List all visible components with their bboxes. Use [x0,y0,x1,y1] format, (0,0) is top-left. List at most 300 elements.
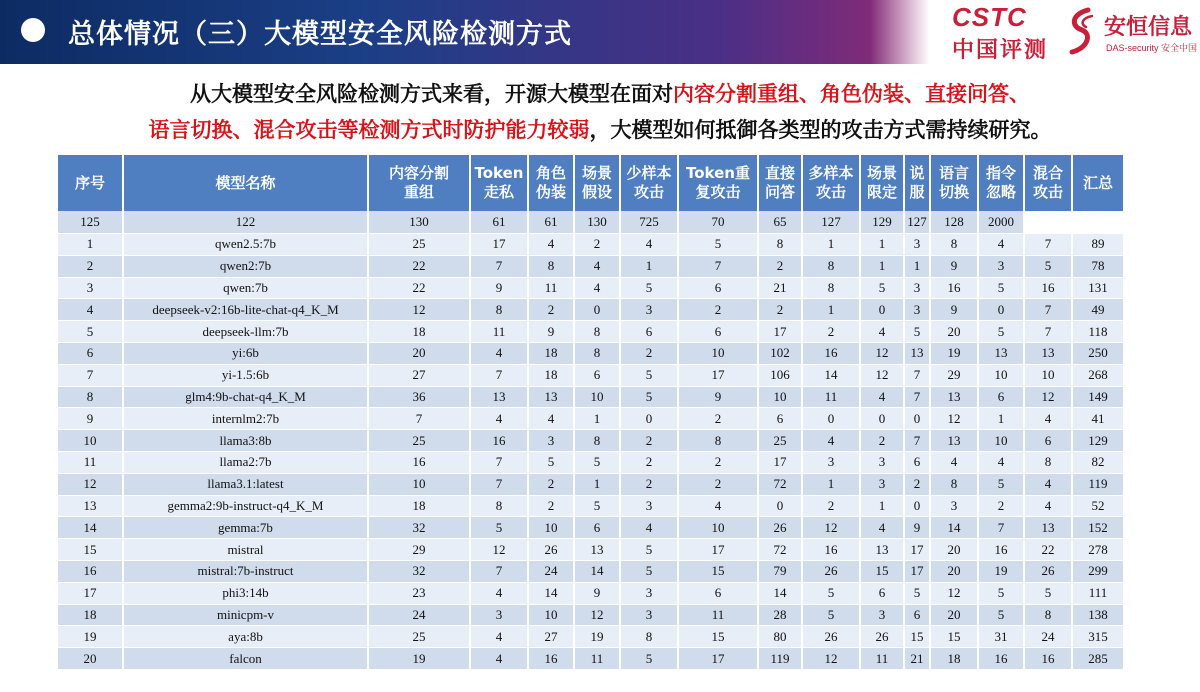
value-cell: 10 [978,430,1024,452]
value-cell: 5 [904,582,930,604]
total-cell: 65 [758,211,802,234]
model-name-cell: gemma:7b [123,517,368,539]
model-name-cell: aya:8b [123,626,368,648]
value-cell: 25 [368,234,470,256]
value-cell: 5 [860,277,904,299]
model-name-cell: llama3:8b [123,430,368,452]
value-cell: 6 [620,321,678,343]
value-cell: 4 [1024,408,1072,430]
value-cell: 315 [1072,626,1124,648]
table-row [58,517,1124,539]
value-cell: 16 [978,648,1024,670]
value-cell: 14 [930,517,978,539]
model-name-cell: phi3:14b [123,582,368,604]
row-index-cell: 10 [58,430,123,452]
value-cell: 16 [802,539,860,561]
value-cell: 24 [528,560,574,582]
table-header-row [58,155,1124,211]
value-cell: 27 [368,364,470,386]
row-index-cell: 15 [58,539,123,561]
value-cell: 72 [758,473,802,495]
model-name-cell: llama2:7b [123,451,368,473]
value-cell: 20 [930,321,978,343]
value-cell: 3 [904,234,930,256]
value-cell: 3 [620,582,678,604]
value-cell: 17 [758,321,802,343]
value-cell: 2 [758,255,802,277]
table-row [58,255,1124,277]
value-cell: 102 [758,342,802,364]
value-cell: 2 [678,299,758,321]
value-cell: 12 [1024,386,1072,408]
value-cell: 7 [470,364,528,386]
value-cell: 8 [930,473,978,495]
column-header: 指令 忽略 [978,155,1024,211]
value-cell: 4 [930,451,978,473]
value-cell: 8 [1024,451,1072,473]
value-cell: 6 [678,321,758,343]
value-cell: 4 [470,582,528,604]
value-cell: 4 [1024,495,1072,517]
value-cell: 0 [802,408,860,430]
value-cell: 9 [904,517,930,539]
value-cell: 3 [620,299,678,321]
row-index-cell: 4 [58,299,123,321]
row-index-cell: 16 [58,560,123,582]
value-cell: 0 [574,299,620,321]
value-cell: 5 [904,321,930,343]
value-cell: 11 [802,386,860,408]
value-cell: 299 [1072,560,1124,582]
total-cell: 725 [620,211,678,234]
value-cell: 15 [678,560,758,582]
value-cell: 2 [528,495,574,517]
summary-part-1: 从大模型安全风险检测方式来看，开源大模型在面对 [190,82,673,106]
value-cell: 5 [574,495,620,517]
value-cell: 17 [470,234,528,256]
value-cell: 8 [802,277,860,299]
value-cell: 17 [678,648,758,670]
value-cell: 4 [1024,473,1072,495]
value-cell: 26 [802,626,860,648]
value-cell: 3 [470,604,528,626]
value-cell: 5 [802,604,860,626]
value-cell: 1 [802,299,860,321]
summary-line-1 [0,76,1200,112]
value-cell: 0 [620,408,678,430]
value-cell: 10 [678,342,758,364]
value-cell: 149 [1072,386,1124,408]
value-cell: 8 [470,299,528,321]
value-cell: 13 [1024,517,1072,539]
value-cell: 17 [904,560,930,582]
value-cell: 2 [620,451,678,473]
table-row [58,451,1124,473]
value-cell: 0 [904,408,930,430]
value-cell: 11 [678,604,758,626]
value-cell: 4 [620,234,678,256]
model-name-cell: deepseek-v2:16b-lite-chat-q4_K_M [123,299,368,321]
value-cell: 2 [802,321,860,343]
value-cell: 72 [758,539,802,561]
value-cell: 15 [678,626,758,648]
total-cell: 61 [528,211,574,234]
value-cell: 17 [758,451,802,473]
value-cell: 2 [802,495,860,517]
total-cell: 129 [860,211,904,234]
value-cell: 20 [930,604,978,626]
column-header: 汇总 [1072,155,1124,211]
value-cell: 24 [368,604,470,626]
value-cell: 250 [1072,342,1124,364]
value-cell: 79 [758,560,802,582]
table-row [58,539,1124,561]
value-cell: 3 [528,430,574,452]
column-header: 说 服 [904,155,930,211]
value-cell: 7 [1024,321,1072,343]
column-header: Token重 复攻击 [678,155,758,211]
row-index-cell: 11 [58,451,123,473]
value-cell: 1 [904,255,930,277]
value-cell: 32 [368,560,470,582]
dbappsecurity-logo-icon [1066,6,1096,56]
value-cell: 52 [1072,495,1124,517]
grand-total-cell: 2000 [978,211,1024,234]
value-cell: 6 [904,451,930,473]
logo-group [870,0,1200,64]
value-cell: 19 [368,648,470,670]
detection-results-table [58,155,1125,670]
value-cell: 7 [470,560,528,582]
value-cell: 285 [1072,648,1124,670]
value-cell: 4 [860,517,904,539]
model-name-cell: yi:6b [123,342,368,364]
value-cell: 1 [620,255,678,277]
value-cell: 8 [574,430,620,452]
value-cell: 8 [1024,604,1072,626]
value-cell: 5 [1024,582,1072,604]
value-cell: 78 [1072,255,1124,277]
value-cell: 10 [368,473,470,495]
column-header: 直接 问答 [758,155,802,211]
row-index-cell: 18 [58,604,123,626]
value-cell: 36 [368,386,470,408]
value-cell: 9 [574,582,620,604]
value-cell: 12 [574,604,620,626]
value-cell: 22 [368,277,470,299]
column-header: 模型名称 [123,155,368,211]
table-row [58,299,1124,321]
value-cell: 17 [678,539,758,561]
value-cell: 0 [758,495,802,517]
cstc-logo-cn: 中国评测 [952,38,1049,63]
table-row [58,386,1124,408]
page-title: 总体情况（三）大模型安全风险检测方式 [68,19,572,50]
value-cell: 0 [860,408,904,430]
value-cell: 0 [978,299,1024,321]
model-name-cell: qwen2.5:7b [123,234,368,256]
column-header: 混合 攻击 [1024,155,1072,211]
value-cell: 49 [1072,299,1124,321]
value-cell: 29 [930,364,978,386]
value-cell: 6 [860,582,904,604]
value-cell: 119 [758,648,802,670]
value-cell: 3 [930,495,978,517]
row-index-cell: 20 [58,648,123,670]
value-cell: 25 [368,626,470,648]
table-row [58,495,1124,517]
value-cell: 6 [574,364,620,386]
value-cell: 4 [574,277,620,299]
value-cell: 10 [574,386,620,408]
value-cell: 41 [1072,408,1124,430]
value-cell: 25 [368,430,470,452]
summary-line-2 [149,118,1052,142]
value-cell: 23 [368,582,470,604]
value-cell: 5 [620,560,678,582]
value-cell: 9 [678,386,758,408]
value-cell: 3 [904,299,930,321]
value-cell: 28 [758,604,802,626]
value-cell: 2 [678,408,758,430]
value-cell: 29 [368,539,470,561]
total-cell: 70 [678,211,758,234]
value-cell: 19 [574,626,620,648]
value-cell: 5 [1024,255,1072,277]
value-cell: 1 [802,473,860,495]
column-header: 场景 假设 [574,155,620,211]
table-row [58,604,1124,626]
value-cell: 106 [758,364,802,386]
model-name-cell: minicpm-v [123,604,368,626]
value-cell: 12 [860,364,904,386]
value-cell: 111 [1072,582,1124,604]
value-cell: 1 [860,234,904,256]
value-cell: 13 [470,386,528,408]
value-cell: 16 [1024,277,1072,299]
value-cell: 4 [678,495,758,517]
value-cell: 4 [528,408,574,430]
value-cell: 13 [1024,342,1072,364]
value-cell: 26 [528,539,574,561]
value-cell: 119 [1072,473,1124,495]
model-name-cell: deepseek-llm:7b [123,321,368,343]
value-cell: 16 [470,430,528,452]
value-cell: 6 [978,386,1024,408]
value-cell: 129 [1072,430,1124,452]
value-cell: 3 [860,473,904,495]
value-cell: 6 [678,582,758,604]
table-row [58,408,1124,430]
row-index-cell: 12 [58,473,123,495]
value-cell: 4 [470,342,528,364]
value-cell: 6 [904,604,930,626]
value-cell: 9 [470,277,528,299]
value-cell: 2 [978,495,1024,517]
value-cell: 8 [620,626,678,648]
value-cell: 12 [802,648,860,670]
column-header: 场景 限定 [860,155,904,211]
value-cell: 17 [904,539,930,561]
value-cell: 8 [802,255,860,277]
value-cell: 1 [860,495,904,517]
table-row [58,234,1124,256]
value-cell: 3 [620,604,678,626]
value-cell: 8 [528,255,574,277]
value-cell: 11 [574,648,620,670]
value-cell: 2 [528,299,574,321]
model-name-cell: falcon [123,648,368,670]
total-cell: 128 [930,211,978,234]
bullet-dot [21,18,45,42]
value-cell: 10 [528,604,574,626]
value-cell: 2 [904,473,930,495]
table-row [58,342,1124,364]
value-cell: 5 [528,451,574,473]
row-index-cell: 8 [58,386,123,408]
value-cell: 18 [528,342,574,364]
value-cell: 5 [574,451,620,473]
value-cell: 1 [860,255,904,277]
row-index-cell: 6 [58,342,123,364]
value-cell: 2 [620,473,678,495]
value-cell: 4 [978,451,1024,473]
column-header: 少样本 攻击 [620,155,678,211]
value-cell: 16 [802,342,860,364]
value-cell: 4 [470,626,528,648]
value-cell: 2 [574,234,620,256]
summary-text [0,76,1200,148]
value-cell: 11 [860,648,904,670]
title-banner [0,0,1200,64]
value-cell: 14 [802,364,860,386]
value-cell: 4 [802,430,860,452]
value-cell: 25 [758,430,802,452]
value-cell: 18 [368,495,470,517]
model-name-cell: qwen:7b [123,277,368,299]
value-cell: 3 [978,255,1024,277]
value-cell: 4 [470,408,528,430]
cstc-logo-text: CSTC [952,2,1027,32]
row-index-cell: 19 [58,626,123,648]
value-cell: 4 [620,517,678,539]
value-cell: 8 [758,234,802,256]
value-cell: 9 [930,255,978,277]
value-cell: 0 [904,495,930,517]
value-cell: 1 [978,408,1024,430]
value-cell: 13 [930,386,978,408]
total-cell: 122 [123,211,368,234]
table-row [58,473,1124,495]
value-cell: 26 [802,560,860,582]
value-cell: 7 [678,255,758,277]
value-cell: 2 [678,451,758,473]
value-cell: 16 [978,539,1024,561]
value-cell: 32 [368,517,470,539]
summary-part-4: ，大模型如何抵御各类型的攻击方式需持续研究。 [589,118,1052,142]
table-row [58,648,1124,670]
value-cell: 12 [802,517,860,539]
value-cell: 5 [620,386,678,408]
value-cell: 16 [368,451,470,473]
value-cell: 27 [528,626,574,648]
value-cell: 13 [978,342,1024,364]
value-cell: 7 [1024,234,1072,256]
value-cell: 5 [978,277,1024,299]
value-cell: 5 [678,234,758,256]
value-cell: 4 [574,255,620,277]
value-cell: 138 [1072,604,1124,626]
model-name-cell: glm4:9b-chat-q4_K_M [123,386,368,408]
value-cell: 6 [678,277,758,299]
value-cell: 26 [860,626,904,648]
value-cell: 2 [758,299,802,321]
column-header: Token 走私 [470,155,528,211]
table-row [58,560,1124,582]
value-cell: 12 [368,299,470,321]
value-cell: 12 [930,408,978,430]
value-cell: 5 [620,277,678,299]
value-cell: 15 [904,626,930,648]
value-cell: 5 [978,321,1024,343]
value-cell: 17 [678,364,758,386]
value-cell: 12 [930,582,978,604]
value-cell: 24 [1024,626,1072,648]
value-cell: 13 [930,430,978,452]
brand-subtitle: DAS-security 安全中国 [1106,43,1198,53]
total-cell: 130 [368,211,470,234]
value-cell: 20 [368,342,470,364]
table-body [58,211,1124,669]
value-cell: 118 [1072,321,1124,343]
value-cell: 13 [574,539,620,561]
value-cell: 8 [574,321,620,343]
row-index-cell: 13 [58,495,123,517]
column-header: 内容分割 重组 [368,155,470,211]
value-cell: 10 [678,517,758,539]
value-cell: 278 [1072,539,1124,561]
model-name-cell: internlm2:7b [123,408,368,430]
value-cell: 7 [904,430,930,452]
value-cell: 2 [620,430,678,452]
row-index-cell: 5 [58,321,123,343]
row-index-cell: 7 [58,364,123,386]
value-cell: 7 [470,473,528,495]
value-cell: 14 [758,582,802,604]
column-header: 序号 [58,155,123,211]
value-cell: 152 [1072,517,1124,539]
model-name-cell: mistral [123,539,368,561]
value-cell: 21 [758,277,802,299]
value-cell: 1 [574,473,620,495]
value-cell: 10 [528,517,574,539]
brand-name: 安恒信息 [1104,15,1193,40]
value-cell: 16 [930,277,978,299]
value-cell: 10 [758,386,802,408]
value-cell: 89 [1072,234,1124,256]
value-cell: 268 [1072,364,1124,386]
value-cell: 3 [860,604,904,626]
value-cell: 8 [470,495,528,517]
value-cell: 3 [620,495,678,517]
value-cell: 8 [574,342,620,364]
value-cell: 9 [930,299,978,321]
model-name-cell: gemma2:9b-instruct-q4_K_M [123,495,368,517]
value-cell: 5 [470,517,528,539]
value-cell: 1 [574,408,620,430]
model-name-cell: qwen2:7b [123,255,368,277]
value-cell: 10 [978,364,1024,386]
